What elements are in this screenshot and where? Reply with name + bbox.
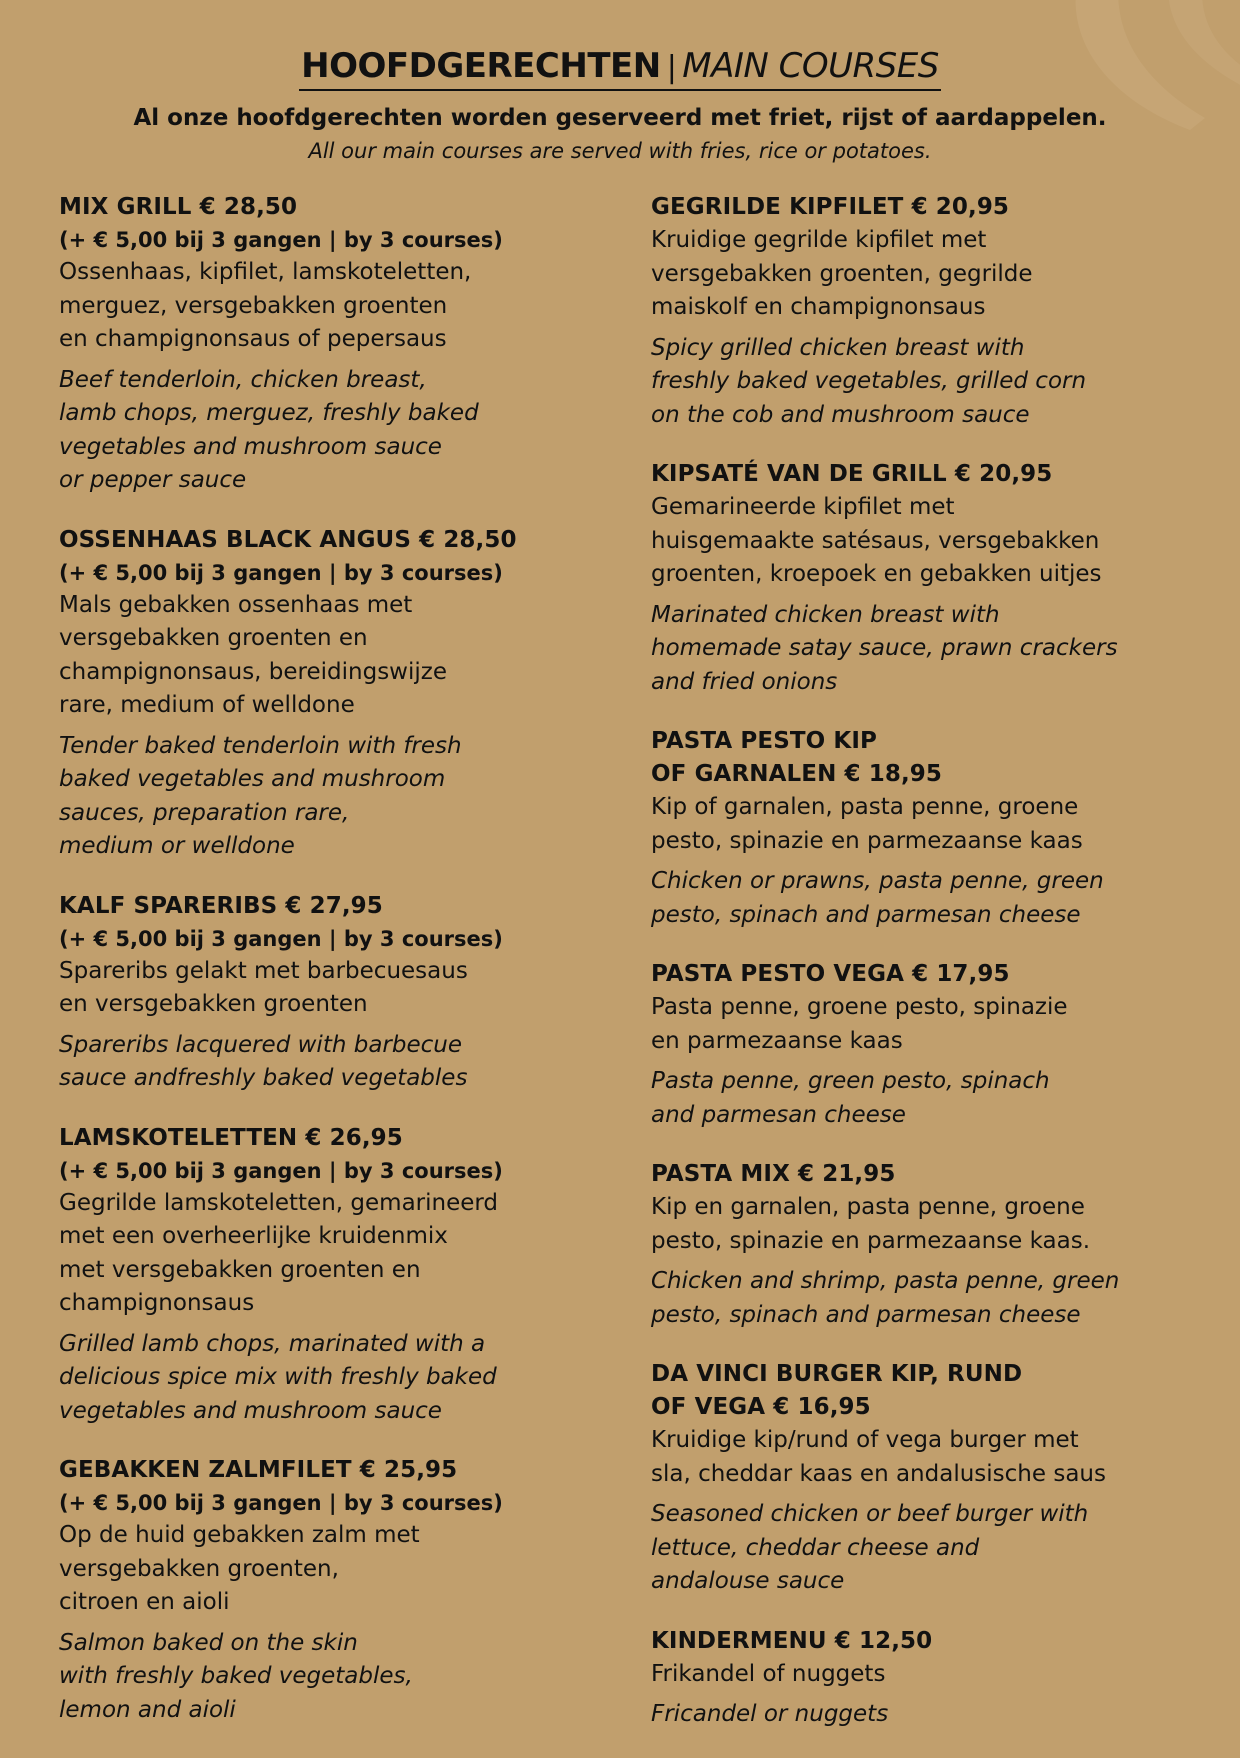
menu-item-price: € 26,95 — [305, 1124, 403, 1151]
menu-item-description-en: Beef tenderloin, chicken breast, lamb chops, merguez, freshly baked vegetables and mushroom sauce or pepper sauce — [59, 366, 479, 493]
menu-item-description-nl: Frikandel of nuggets — [651, 1660, 886, 1687]
menu-item-description-nl: Kruidige kip/rund of vega burger met sla, cheddar kaas en andalusische saus — [651, 1427, 1106, 1487]
menu-item — [59, 1454, 619, 1727]
menu-item-description-en: Pasta penne, green pesto, spinach and parmesan cheese — [651, 1068, 1050, 1128]
menu-item-description-en: Chicken or prawns, pasta penne, green pesto, spinach and parmesan cheese — [651, 868, 1104, 928]
menu-item-name — [59, 191, 619, 224]
menu-item-supplement: (+ € 5,00 bij 3 gangen | by 3 courses) — [59, 228, 503, 252]
menu-item-title: KINDERMENU — [651, 1627, 827, 1654]
menu-item-title: PASTA MIX — [651, 1161, 790, 1187]
menu-item-price: € 21,95 — [798, 1161, 896, 1187]
menu-item-description-nl: Pasta penne, groene pesto, spinazie en parmezaanse kaas — [651, 994, 1068, 1054]
subtitle-en: All our main courses are served with fries, rice or potatoes. — [308, 139, 932, 163]
menu-item-supplement: (+ € 5,00 bij 3 gangen | by 3 courses) — [59, 560, 503, 585]
menu-item — [651, 1625, 1226, 1732]
menu-item-supplement: (+ € 5,00 bij 3 gangen | by 3 courses) — [59, 1158, 503, 1183]
menu-item-title: OSSENHAAS BLACK ANGUS — [59, 526, 411, 553]
menu-item-description-en: Tender baked tenderloin with fresh baked vegetables and mushroom sauces, preparation rare, medium or welldone — [59, 732, 462, 859]
page-title — [299, 46, 941, 91]
menu-item-description-en: Marinated chicken breast with homemade satay sauce, prawn crackers and fried onions — [651, 601, 1118, 695]
menu-item-description-nl: Mals gebakken ossenhaas met versgebakken groenten en champignonsaus, bereidingswijze rare, medium of welldone — [59, 591, 448, 718]
menu-item-supplement: (+ € 5,00 bij 3 gangen | by 3 courses) — [59, 926, 503, 951]
menu-item-description-en: Seasoned chicken or beef burger with lettuce, cheddar cheese and andalouse sauce — [651, 1501, 1089, 1594]
menu-item-title: PASTA PESTO VEGA — [651, 961, 904, 987]
menu-item-description-nl: Kruidige gegrilde kipfilet met versgebakken groenten, gegrilde maiskolf en champignonsaus — [651, 227, 1033, 320]
menu-item-description-en: Salmon baked on the skin with freshly baked vegetables, lemon and aioli — [59, 1629, 413, 1723]
menu-item-name — [651, 1358, 1226, 1424]
menu-item-name — [59, 890, 619, 923]
menu-item-name — [651, 725, 1226, 791]
menu-item-price: € 25,95 — [359, 1457, 458, 1483]
menu-item — [651, 1358, 1226, 1599]
menu-item-description-nl: Kip en garnalen, pasta penne, groene pesto, spinazie en parmezaanse kaas. — [651, 1194, 1091, 1254]
menu-item-title: LAMSKOTELETTEN — [59, 1124, 298, 1151]
menu-item-title: GEBAKKEN ZALMFILET — [59, 1457, 352, 1483]
menu-item-name — [651, 1158, 1226, 1191]
menu-item-price: € 28,50 — [419, 526, 517, 553]
menu-item — [59, 191, 619, 498]
menu-item — [651, 958, 1226, 1132]
menu-item — [651, 458, 1226, 699]
menu-item-description-nl: Op de huid gebakken zalm met versgebakken groenten, citroen en aioli — [59, 1522, 420, 1615]
subtitle-nl: Al onze hoofdgerechten worden geserveerd met friet, rijst of aardappelen. — [133, 105, 1107, 131]
menu-item-title: DA VINCI BURGER KIP, RUND OF VEGA — [651, 1361, 1023, 1420]
menu-item-name — [651, 958, 1226, 991]
right-menu-column — [651, 191, 1226, 1758]
menu-item-name — [59, 1122, 619, 1155]
menu-item-description-en: Chicken and shrimp, pasta penne, green pesto, spinach and parmesan cheese — [651, 1268, 1120, 1328]
menu-item-title: GEGRILDE KIPFILET — [651, 194, 904, 220]
menu-item — [651, 725, 1226, 932]
menu-item-name — [651, 458, 1226, 491]
menu-item — [651, 191, 1226, 432]
menu-item-description-nl: Gegrilde lamskoteletten, gemarineerd met een overheerlijke kruidenmix met versgebakken groenten en champignonsaus — [59, 1189, 499, 1316]
menu-item-price: € 20,95 — [911, 194, 1010, 220]
menu-item — [59, 890, 619, 1096]
menu-item-description-en: Fricandel or nuggets — [651, 1701, 889, 1727]
menu-item-name — [59, 1454, 619, 1487]
menu-item-description-nl: Kip of garnalen, pasta penne, groene pesto, spinazie en parmezaanse kaas — [651, 794, 1083, 854]
menu-item-price: € 18,95 — [844, 761, 943, 787]
menu-item-title: PASTA PESTO KIP OF GARNALEN — [651, 728, 877, 787]
menu-item — [59, 1122, 619, 1429]
menu-item-description-en: Grilled lamb chops, marinated with a delicious spice mix with freshly baked vegetables and mushroom sauce — [59, 1330, 497, 1424]
menu-item — [59, 524, 619, 864]
menu-item-name — [59, 524, 619, 557]
menu-header — [0, 46, 1240, 163]
title-en: MAIN COURSES — [682, 46, 939, 86]
menu-item-description-en: Spicy grilled chicken breast with freshly baked vegetables, grilled corn on the cob and mushroom sauce — [651, 334, 1087, 428]
title-separator: | — [666, 50, 677, 85]
menu-item-name — [651, 1625, 1226, 1658]
menu-item-description-nl: Gemarineerde kipfilet met huisgemaakte satésaus, versgebakken groenten, kroepoek en gebakken uitjes — [651, 494, 1102, 587]
menu-item-name — [651, 191, 1226, 224]
menu-item-description-en: Spareribs lacquered with barbecue sauce andfreshly baked vegetables — [59, 1031, 468, 1091]
menu-item — [651, 1158, 1226, 1332]
left-menu-column — [59, 191, 619, 1753]
menu-item-price: € 17,95 — [912, 961, 1010, 987]
menu-item-title: KALF SPARERIBS — [59, 892, 278, 919]
menu-item-description-nl: Spareribs gelakt met barbecuesaus en versgebakken groenten — [59, 957, 468, 1017]
menu-item-title: MIX GRILL — [59, 194, 192, 220]
menu-item-supplement: (+ € 5,00 bij 3 gangen | by 3 courses) — [59, 1491, 503, 1515]
menu-item-price: € 16,95 — [773, 1394, 871, 1420]
menu-item-price: € 20,95 — [954, 461, 1053, 487]
menu-item-price: € 12,50 — [834, 1627, 933, 1654]
menu-item-title: KIPSATÉ VAN DE GRILL — [651, 461, 947, 487]
menu-item-price: € 28,50 — [199, 194, 298, 220]
title-nl: HOOFDGERECHTEN — [301, 46, 661, 86]
menu-item-description-nl: Ossenhaas, kipfilet, lamskoteletten, merguez, versgebakken groenten en champignonsaus of pepersaus — [59, 259, 472, 352]
menu-item-price: € 27,95 — [285, 892, 383, 919]
